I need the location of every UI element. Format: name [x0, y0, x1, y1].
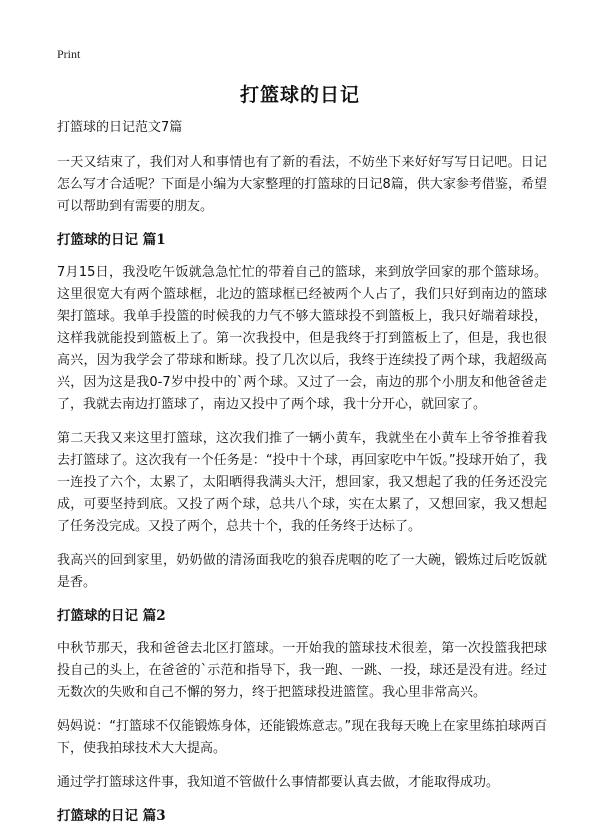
document-title: 打篮球的日记: [239, 84, 360, 106]
section-2-paragraph-2: 妈妈说：“打篮球不仅能锻炼身体，还能锻炼意志。”现在我每天晚上在家里练拍球两百下，使我拍球技术大大提高。: [57, 719, 547, 756]
print-label[interactable]: Print: [57, 47, 81, 61]
section-1-paragraph-1: 7月15日，我没吃午饭就急急忙忙的带着自己的篮球，来到放学回家的那个篮球场。这里很宽大有两个篮球框，北边的篮球框已经被两个人占了，我们只好到南边的篮球架打篮球。我单手投篮的时候我的力气不够大篮球投不到篮板上，我只好端着球投，这样我就能投到篮板上了。第一次我投中，但是我终于打到篮板上了，但是，我也很高兴，因为我学会了带球和断球。投了几次以后，我终于连续投了两个球，我超级高兴，因为这是我0-7岁中投中的`两个球。又过了一会，南边的那个小朋友和他爸爸走了，我就去南边打篮球了，南边又投中了两个球，我十分开心，就回家了。: [57, 265, 547, 412]
section-heading-1: 打篮球的日记 篇1: [57, 232, 166, 248]
section-2-paragraph-1: 中秋节那天，我和爸爸去北区打篮球。一开始我的篮球技术很差，第一次投篮我把球投自己的头上，在爸爸的`示范和指导下，我一跑、一跳、一投，球还是没有进。经过无数次的失败和自己不懈的努力，终于把篮球投进篮筐。我心里非常高兴。: [57, 641, 547, 700]
document-subtitle: 打篮球的日记范文7篇: [57, 120, 183, 135]
intro-paragraph: 一天又结束了，我们对人和事情也有了新的看法，不妨坐下来好好写写日记吧。日记怎么写才合适呢？下面是小编为大家整理的打篮球的日记8篇，供大家参考借鉴，希望可以帮助到有需要的朋友。: [57, 155, 547, 214]
section-2-paragraph-3: 通过学打篮球这件事，我知道不管做什么事情都要认真去做，才能取得成功。: [57, 775, 500, 790]
document-body: [57, 118, 547, 838]
section-heading-3: 打篮球的日记 篇3: [57, 808, 166, 824]
section-1-paragraph-2: 第二天我又来这里打篮球，这次我们推了一辆小黄车，我就坐在小黄车上爷爷推着我去打篮球了。这次我有一个任务是：“投中十个球，再回家吃中午饭。”投球开始了，我一连投了六个，太累了，太阳晒得我满头大汗，想回家，我又想起了我的任务还没完成，可要坚持到底。又投了两个球，总共八个球，实在太累了，又想回家，我又想起了任务没完成。又投了两个，总共十个，我的任务终于达标了。: [57, 431, 547, 534]
section-1-paragraph-3: 我高兴的回到家里，奶奶做的清汤面我吃的狼吞虎咽的吃了一大碗，锻炼过后吃饭就是香。: [57, 553, 547, 590]
section-heading-2: 打篮球的日记 篇2: [57, 608, 166, 624]
